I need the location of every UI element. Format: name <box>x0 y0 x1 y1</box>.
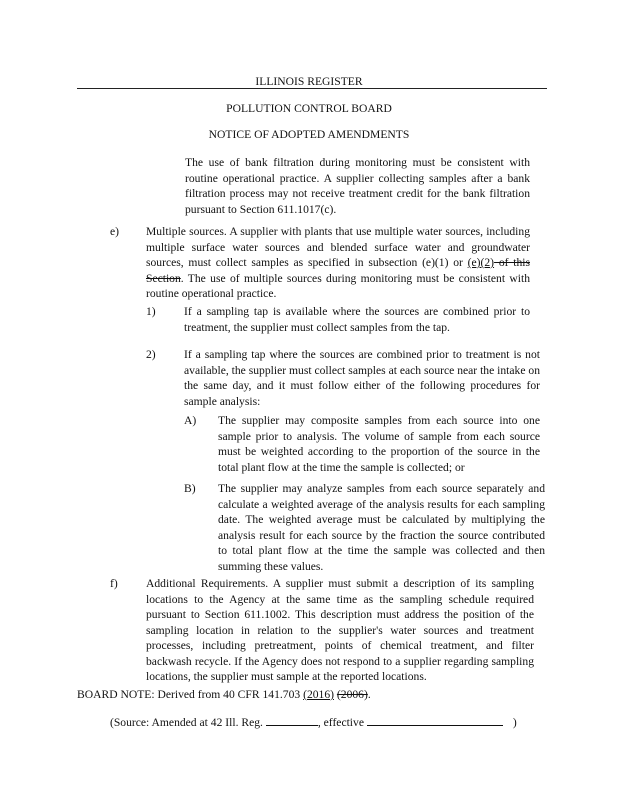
subsection-e-text-b: . The use of multiple sources during monitoring must be consistent with routine operational practice. <box>146 271 530 300</box>
inserted-text: (e)(2) <box>467 256 495 269</box>
source-suffix: ) <box>512 716 517 729</box>
board-note-suffix: . <box>367 688 371 701</box>
item-2-label: 2) <box>146 348 156 361</box>
intro-paragraph: The use of bank filtration during monitoring must be consistent with routine operational practice. A supplier collecting samples after a bank filtration process may not receive treatment credit for the bank filtration pursuant to Section 611.1017(c). <box>185 156 530 216</box>
item-1-text: If a sampling tap is available where the sources are combined prior to treatment, the supplier must collect samples from the tap. <box>184 305 530 334</box>
item-2a-text: The supplier may composite samples from each source into one sample prior to analysis. The volume of sample from each source must be weighted according to the proportion of the source in the total plant flow at the time the sample is collected; or <box>218 414 540 474</box>
deleted-text: of this Section <box>146 256 530 285</box>
item-2-text: If a sampling tap where the sources are combined prior to treatment is not available, the supplier must collect samples at each source near the intake on the same day, and it must follow either of the following procedures for sample analysis: <box>184 348 540 408</box>
source-prefix: (Source: Amended at 42 Ill. Reg. <box>110 716 266 729</box>
board-name: POLLUTION CONTROL BOARD <box>226 102 392 115</box>
item-2b-label: B) <box>184 482 196 495</box>
item-2a-label: A) <box>184 414 197 427</box>
board-note <box>77 687 371 703</box>
item-1-label: 1) <box>146 305 156 318</box>
board-note-deleted: (2006) <box>336 688 368 701</box>
effective-date-blank <box>367 715 503 726</box>
subsection-e-text-a: Multiple sources. A supplier with plants that use multiple water sources, including multiple surface water sources and blended surface water and groundwater sources, must collect samples as specified in subsection (e)(1) or <box>146 225 530 269</box>
board-note-inserted: (2016) <box>303 688 334 701</box>
subsection-f-label: f) <box>110 577 118 590</box>
source-middle: , effective <box>317 716 367 729</box>
register-page-blank <box>266 715 318 726</box>
notice-title: NOTICE OF ADOPTED AMENDMENTS <box>208 128 410 141</box>
item-2b-text: The supplier may analyze samples from each source separately and calculate a weighted average of the analysis results for each sampling date. The weighted average must be calculated by multiplying the analysis result for each source by the fraction the source contributed to total plant flow at the time the sample was collected and then summing these values. <box>218 482 545 573</box>
subsection-e-text <box>146 224 530 302</box>
board-note-prefix: BOARD NOTE: Derived from 40 CFR 141.703 <box>77 688 304 701</box>
subsection-e-label: e) <box>110 225 120 238</box>
source-line <box>110 715 517 731</box>
register-title: ILLINOIS REGISTER <box>255 75 363 88</box>
subsection-f-text: Additional Requirements. A supplier must submit a description of its sampling locations to the Agency at the same time as the sampling schedule required pursuant to Section 611.1002. This description must address the position of the sampling location in relation to the supplier's water sources and treatment processes, including pretreatment, points of chemical treatment, and filter backwash recycle. If the Agency does not respond to a supplier regarding sampling locations, the supplier must sample at the reported locations. <box>146 577 534 683</box>
